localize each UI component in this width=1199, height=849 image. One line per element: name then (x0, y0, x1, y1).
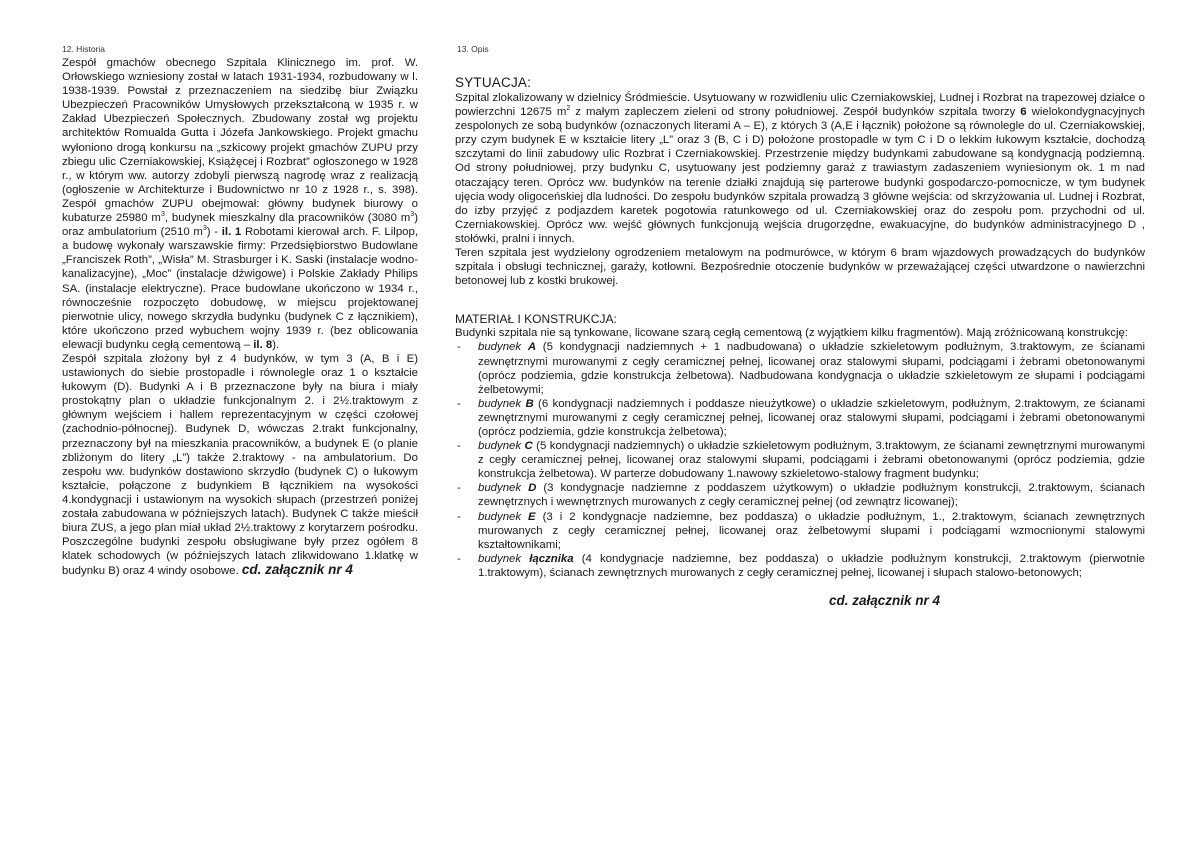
item-prefix: budynek (478, 552, 530, 565)
list-item (455, 510, 1145, 552)
text-run: Zespół gmachów obecnego Szpitala Klinicznego im. prof. W. Orłowskiego wzniesiony został w latach 1931-1934, rozbudowany w l. 1938-1939. Powstał z przeznaczeniem na siedzibę biur Związku Ubezpieczeń Pracowników Umysłowych przekształconą w 1935 r. w Zakład Ubezpieczeń Społecznych. Zbudowany został wg projektu architektów Romualda Gutta i Józefa Jankowskiego. Projekt gmachu wyłoniono drogą konkursu na „szkicowy projekt gmachów ZUPU przy zbiegu ulic Czerniakowskiej, Książęcej i Rozbrat” ogłoszonego w 1928 r., w którym ww. autorzy zdobyli pierwszą nagrodę wraz z realizacją (ogłoszenie w Architekturze i Budownictwo nr 10 z 1928 r., s. 398). Zespół gmachów ZUPU obejmował: główny budynek biurowy o kubaturze 25980 m (62, 57, 418, 225)
text-run: z małym zapleczem zieleni od strony południowej. Zespół budynków szpitala tworzy (570, 106, 1021, 119)
list-item (455, 481, 1145, 509)
item-prefix: budynek (478, 482, 529, 495)
situation-heading: SYTUACJA: (455, 75, 532, 90)
item-text: (5 kondygnacji nadziemnych + 1 nadbudowana) o układzie szkieletowym podłużnym, 3.traktowym, ze ścianami zewnętrznymi murowanymi z cegły ceramicznej pełnej, licowanej oraz stalowymi słupami, podciągami i żebrami obetonowanymi (oprócz podziemia, gdzie konstrukcja żelbetowa). Nadbudowana kondygnacja o układzie szkieletowym ze słupami i podciągami żelbetowymi; (478, 341, 1145, 396)
situation-paragraph-2: Teren szpitala jest wydzielony ogrodzeniem metalowym na podmurówce, w którym 6 bram wjazdowych prowadzących do budynków szpitala i obsługi technicznej, garaży, kotłowni. Bezpośrednie otoczenie budynków w przeważającej części utwardzone o nawierzchni betonowej lub z kostki brukowej. (455, 247, 1145, 288)
history-body (62, 56, 418, 578)
text-run: Szpital zlokalizowany w dzielnicy Śródmieście. Usytuowany w rozwidleniu ulic Czerniakowskiej, Ludnej i Rozbrat na trapezowej działce o powierzchni 12675 m (455, 92, 1145, 119)
item-text: (6 kondygnacji nadziemnych i poddasze nieużytkowe) o układzie szkieletowym, podłużnym, 2.traktowym, ze ścianami zewnętrznymi murowanymi z cegły ceramicznej pełnej, licowanej oraz stalowymi słupami, podciągami i żebrami obetonowanymi (oprócz podziemia, gdzie konstrukcja żelbetowa); (478, 397, 1145, 438)
item-prefix: budynek (478, 440, 525, 453)
superscript: 2 (566, 105, 571, 113)
description-body (455, 75, 1145, 608)
continuation-note: cd. załącznik nr 4 (829, 593, 941, 608)
material-intro: Budynki szpitala nie są tynkowane, licowane szarą cegłą cementową (z wyjątkiem kilku fragmentów). Mają zróżnicowaną konstrukcję: (455, 327, 1128, 340)
item-text: (5 kondygnacji nadziemnych) o układzie szkieletowym podłużnym, 3.traktowym, ze ścianami zewnętrznymi murowanymi z cegły ceramicznej pełnej, licowanej oraz stalowymi słupami, podciągami i żebrami obetonowanymi (oprócz podziemia, gdzie konstrukcja żelbetowa). W parterze dobudowany 1.nawowy szkieletowo-stalowy fragment budynku; (478, 440, 1146, 481)
list-item (455, 439, 1145, 481)
item-letter: E (528, 510, 536, 523)
bold-number: 6 (1020, 106, 1027, 119)
item-prefix: budynek (478, 510, 529, 523)
history-paragraph-1 (62, 56, 418, 352)
item-letter: A (527, 341, 537, 354)
item-letter: łącznika (529, 552, 574, 565)
text-run: Robotami kierował arch. F. Lilpop, a budowę wykonały warszawskie firmy: Przedsiębiorstwo Budowlane „Franciszek Roth”, „Wisła” M. Strasburger i K. Saski (instalacje wodno-kanalizacyjne), „Moc” (instalacje dźwigowe) i Polskie Zakłady Philips SA. (instalacje elektryczne). Prace budowlane ukończono w 1934 r., równocześnie rozpoczęto dobudowę, w miejscu projektowanej pierwotnie ulicy, nowego skrzydła budynku (budynek C z łącznikiem), które ukończono przed wybuchem wojny 1939 r. (bez oblicowania elewacji budynku cegłą cementową – (62, 226, 418, 351)
text-run: ). (272, 338, 280, 351)
history-paragraph-2 (62, 352, 418, 579)
text-run: Zespół szpitala złożony był z 4 budynków, w tym 3 (A, B i E) ustawionych do siebie prostopadle i równolegle oraz 1 o kształcie łukowym (D). Budynki A i B przeznaczone były na biura i miały prostokątny plan o układzie funkcjonalnym 2. i 2½.traktowym z głównym wejściem i hallem reprezentacyjnym w części czołowej (zachodnio-północnej). Budynek D, wówczas 2.trakt funkcjonalny, przeznaczony był na mieszkania pracowników, a budynek E (o planie zbliżonym do litery „L”) także 2.traktowy - na ambulatorium. Do zespołu ww. budynków dostawiono skrzydło (budynek C) o łukowym kształcie, połączone z budynkiem B łącznikiem na wysokości 4.kondygnacji i ustawionym na wysokich słupach (przestrzeń poniżej została zabudowana w późniejszych latach). Budynek C także mieścił biura ZUS, a jego plan miał układ 2½.traktowy z korytarzem pośrodku. Poszczególne budynki zespołu obsługiwane były przez ogółem 8 klatek schodowych (w późniejszych latach zlikwidowano 1.klatkę w budynku B) oraz 4 windy osobowe. (62, 352, 418, 578)
list-item (455, 552, 1145, 580)
text-run: , budynek mieszkalny dla pracowników (3080 m (164, 212, 411, 225)
situation-paragraph-1 (455, 91, 1145, 246)
illustration-ref: il. 1 (221, 226, 242, 239)
section-label-description: 13. Opis (457, 44, 489, 54)
section-label-history: 12. Historia (62, 44, 105, 54)
item-text: (3 kondygnacje nadziemne z poddaszem użytkowym) o układzie podłużnym konstrukcji, 2.traktowym, ścianach zewnętrznych i wewnętrznych murowanych z cegły ceramicznej pełnej (od zewnątrz licowanej); (478, 482, 1145, 509)
illustration-ref: il. 8 (253, 338, 273, 351)
item-letter: C (524, 440, 533, 453)
text-run: wielokondygnacyjnych zespolonych ze sobą budynków (oznaczonych literami A – E), z których 3 (A,E i łącznik) położone są równolegle do ul. Czerniakowskiej, przy czym budynek E w kształcie litery „L” oraz 3 (B, C i D) położone prostopadle w tym C i D o lekkim łukowym kształcie, dochodzą szczytami do linii zabudowy ulic Rozbrat i Czerniakowskiej. Przestrzenie między budynkami zabudowane są kondygnacją podziemną. Od strony południowej, przy budynku C, usytuowany jest podziemny garaż z trawiastym zadaszeniem wyniesionym ok. 1 m nad otaczający teren. Oprócz ww. budynków na terenie działki znajdują się parterowe budynki gospodarczo-pomocnicze, w tym budynek ujęcia wody oligoceńskiej dla ludności. Do zespołu budynków szpitala prowadzą 3 główne wejścia: od skrzyżowania ul. Ludnej i Rozbrat, do izby przyjęć z podjazdem karetek pogotowia ratunkowego od ul. Czerniakowskiej oraz do zespołu pom. przychodni od ul. Czerniakowskiej. Oprócz ww. wejść głównych funkcjonują wejścia drugorzędne, ewakuacyjne, do budynków administracyjnego D , stołówki, pralni i innych. (455, 106, 1145, 245)
item-text: (3 i 2 kondygnacje nadziemne, bez poddasza) o układzie podłużnym, 1., 2.traktowym, ścianach zewnętrznych murowanych z cegły ceramicznej pełnej, licowanej oraz żelbetowymi słupami i podciągami wzmocnionymi stalowymi kształtownikami; (478, 510, 1145, 551)
item-letter: D (528, 482, 537, 495)
list-item (455, 340, 1145, 396)
superscript: 3 (202, 225, 207, 233)
text-run: ) - (206, 226, 222, 239)
text-run: ) oraz ambulatorium (2510 m (62, 212, 418, 239)
material-heading: MATERIAŁ I KONSTRUKCJA: (455, 312, 617, 327)
list-item (455, 397, 1145, 439)
building-list (455, 340, 1145, 580)
continuation-note: cd. załącznik nr 4 (241, 562, 353, 578)
superscript: 3 (410, 211, 415, 219)
item-prefix: budynek (478, 397, 526, 410)
superscript: 3 (160, 211, 165, 219)
item-letter: B (525, 397, 534, 410)
spacer (455, 288, 1145, 312)
item-prefix: budynek (478, 341, 528, 354)
item-text: (4 kondygnacje nadziemne, bez poddasza) o układzie podłużnym konstrukcji, 2.traktowym (pierwotnie 1.traktowym), ścianach zewnętrznych murowanych z cegły ceramicznej pełnej, licowanej i słupach stalowo-betonowych; (478, 552, 1145, 579)
